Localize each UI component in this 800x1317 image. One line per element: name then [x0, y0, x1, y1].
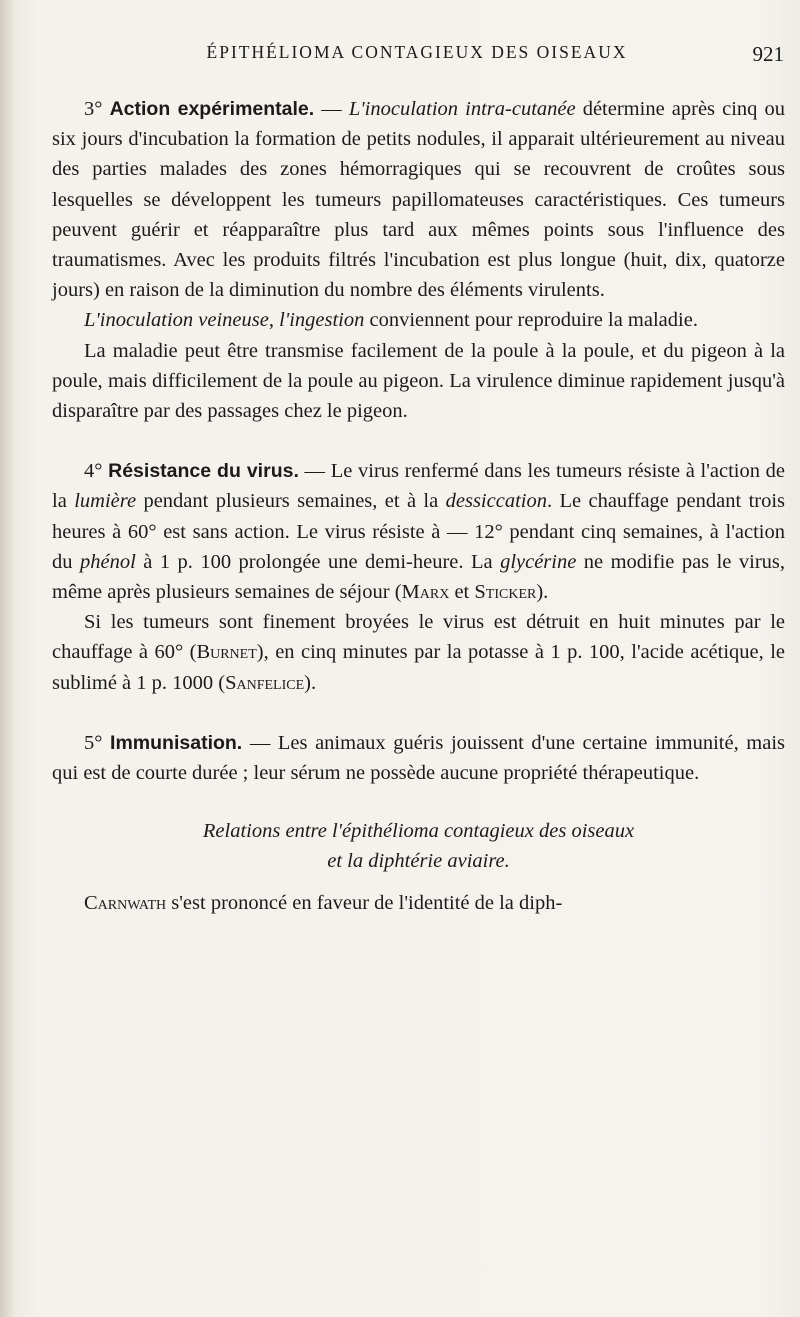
author-name: Marx: [401, 581, 450, 604]
subheading-relations: [52, 816, 785, 876]
italic-term: phénol: [79, 550, 136, 573]
paragraph-destruction: [52, 607, 785, 698]
italic-term: l'ingestion: [279, 309, 365, 332]
section-heading-immunisation: Immunisation.: [110, 731, 243, 754]
paragraph-action-experimentale: [52, 94, 785, 305]
text-run: ), en cinq minutes par la potasse à 1 p. 100, l'acide acétique, le sublimé à 1 p. 1000 (: [52, 641, 785, 694]
section-number: 5°: [84, 731, 103, 754]
paragraph-transmission: La maladie peut être transmise facilement de la poule à la poule, et du pigeon à la poule, mais difficilement de la poule au pigeon. La virulence diminue rapidement jusqu'à disparaître par des passages chez le pigeon.: [52, 339, 785, 423]
text-run: pendant plusieurs semaines, et à la: [136, 490, 446, 513]
page-number: 921: [752, 42, 784, 66]
running-title: ÉPITHÉLIOMA CONTAGIEUX DES OISEAUX: [206, 42, 628, 62]
author-name: Sanfelice: [225, 671, 305, 694]
separator: ,: [268, 309, 280, 332]
italic-term: glycérine: [500, 550, 577, 573]
text-run: Si les tumeurs sont finement broyées le virus est détruit en huit minutes par le chauffage à 60° (: [52, 611, 785, 664]
text-run: ).: [304, 671, 317, 694]
paragraph-carnwath: [52, 888, 785, 918]
paragraph-resistance: [52, 456, 785, 607]
section-number: 3°: [84, 98, 103, 120]
text-run: à 1 p. 100 prolongée une demi-heure. La: [135, 550, 501, 573]
italic-term: L'inoculation veineuse: [84, 309, 269, 332]
italic-term: lumière: [74, 490, 137, 513]
section-heading-action-experimentale: Action expérimentale.: [109, 98, 315, 120]
author-name: Sticker: [474, 581, 537, 604]
body-text: [52, 94, 785, 918]
subheading-line-2: et la diphtérie aviaire.: [327, 850, 510, 873]
dash: —: [314, 98, 349, 120]
text-run: ne modifie pas le virus, même après plusieurs semaines de séjour (: [52, 550, 785, 604]
italic-term: dessiccation: [445, 490, 547, 513]
paragraph-text: conviennent pour reproduire la maladie.: [364, 309, 698, 332]
text-run: — Le virus renfermé dans les tumeurs résiste à l'action de la: [52, 460, 785, 513]
paragraph-immunisation: [52, 728, 785, 788]
author-name: Carnwath: [84, 892, 167, 915]
text-run: ).: [536, 581, 549, 604]
author-name: Burnet: [196, 641, 257, 664]
text-run: et: [449, 581, 475, 604]
paragraph-text: détermine après cinq ou six jours d'incubation la formation de petits nodules, il apparait ultérieurement au niveau des parties malades des zones hémorragiques qui se recouvrent de croûtes sous lesquelles se développent les tumeurs papillomateuses caractéristiques. Ces tumeurs peuvent guérir et réapparaître plus tard aux mêmes points sous l'influence des traumatismes. Avec les produits filtrés l'incubation est plus longue (huit, dix, quatorze jours) en raison de la diminution du nombre des éléments virulents.: [52, 98, 786, 302]
text-run: . Le chauffage pendant trois heures à 60° est sans action. Le virus résiste à — 12° pendant cinq semaines, à l'action du: [52, 490, 786, 573]
section-number: 4°: [84, 460, 103, 483]
running-head: [50, 42, 784, 70]
paragraph-text: — Les animaux guéris jouissent d'une certaine immunité, mais qui est de courte durée ; leur sérum ne possède aucune propriété thérapeutique.: [52, 731, 785, 785]
paragraph-inoculation: [52, 305, 785, 335]
section-heading-resistance: Résistance du virus.: [108, 460, 299, 483]
page-binding-shadow: [0, 0, 14, 1317]
italic-term: L'inoculation intra-cutanée: [348, 98, 576, 120]
paragraph-text: s'est prononcé en faveur de l'identité de la diph-: [166, 892, 563, 915]
subheading-line-1: Relations entre l'épithélioma contagieux des oiseaux: [202, 820, 635, 843]
